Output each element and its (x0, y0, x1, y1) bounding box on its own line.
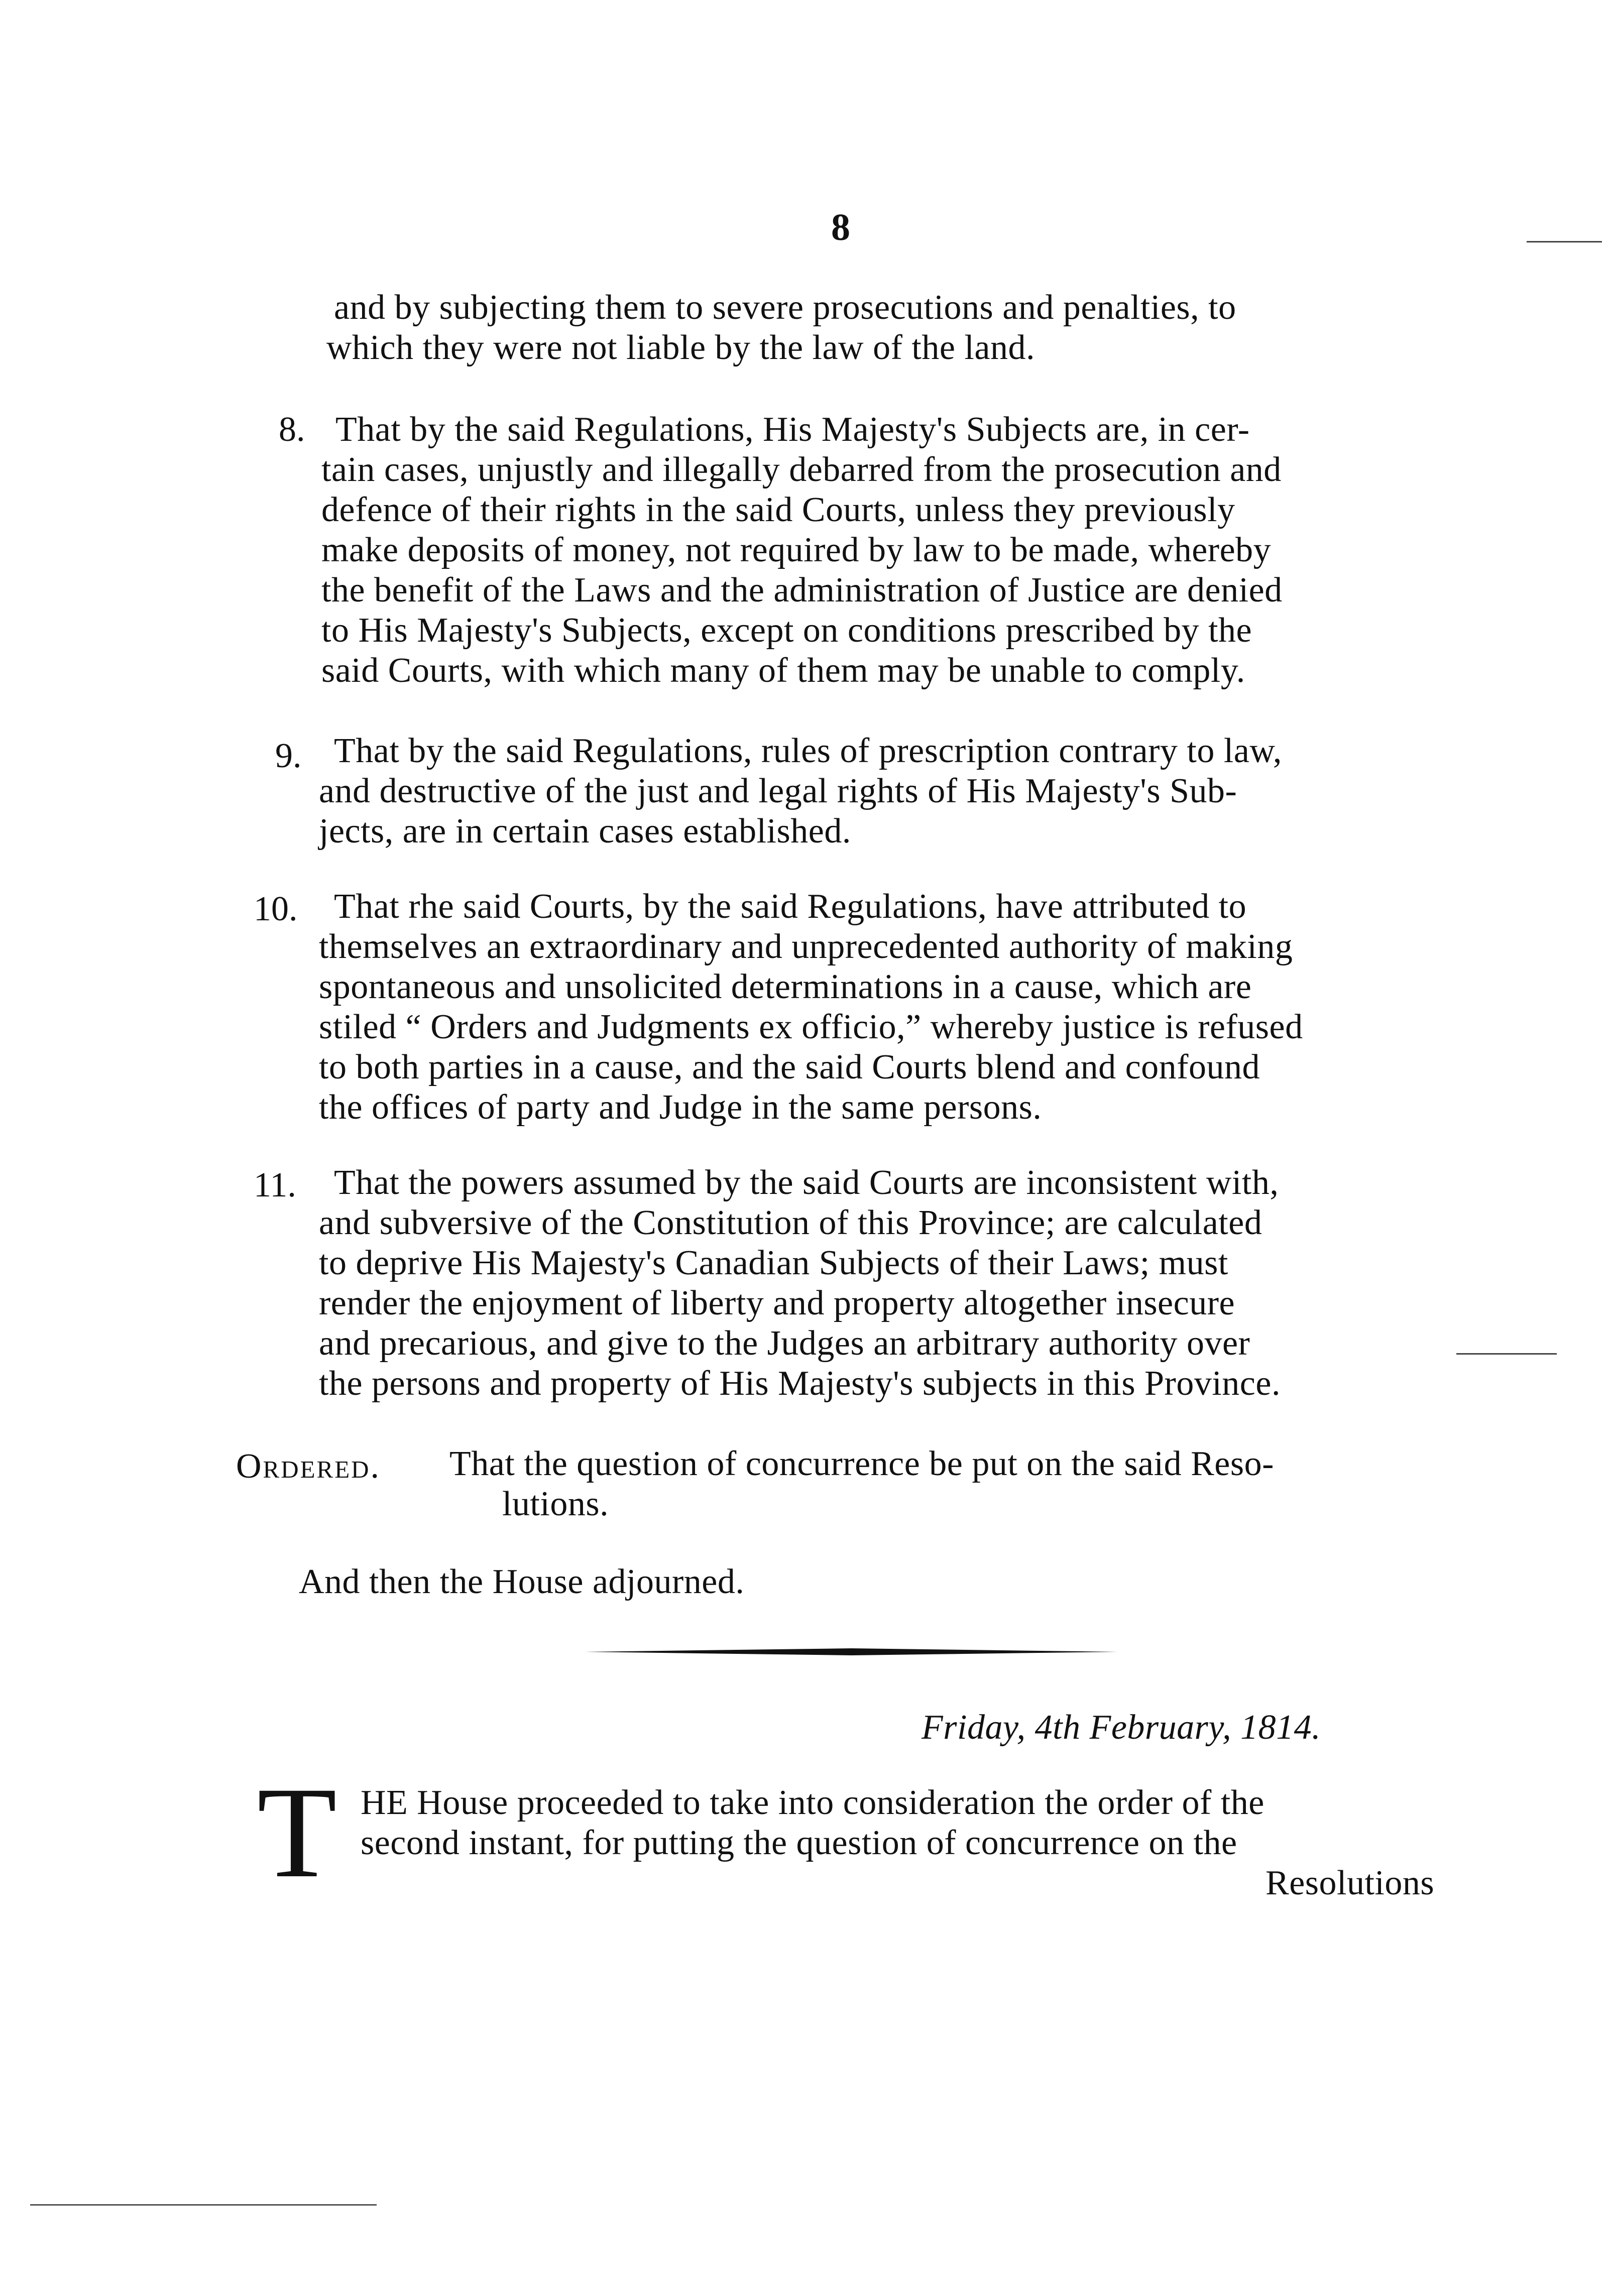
ordered-line-1: That the question of concurrence be put on the said Reso- (449, 1444, 1274, 1483)
item-9-number: 9. (275, 737, 302, 775)
item-9-line-2: and destructive of the just and legal rights of His Majesty's Sub- (319, 772, 1237, 810)
item-10-line-2: themselves an extraordinary and unprecedented authority of making (319, 927, 1293, 966)
item-10-number: 10. (254, 890, 298, 928)
ordered-line-2: lutions. (502, 1485, 609, 1523)
item-11-line-5: and precarious, and give to the Judges an arbitrary authority over (319, 1324, 1250, 1363)
dateline: Friday, 4th February, 1814. (922, 1708, 1321, 1747)
item-10-line-6: the offices of party and Judge in the same persons. (319, 1088, 1042, 1127)
final-line-2: second instant, for putting the question of concurrence on the (361, 1824, 1237, 1862)
item-9-line-1: That by the said Regulations, rules of prescription contrary to law, (334, 732, 1282, 770)
item-9-line-3: jects, are in certain cases established. (319, 812, 851, 851)
item-8-line-4: make deposits of money, not required by law to be made, whereby (321, 531, 1272, 569)
item-8-line-1: That by the said Regulations, His Majesty's Subjects are, in cer- (335, 410, 1250, 449)
item-8-line-5: the benefit of the Laws and the administration of Justice are denied (321, 571, 1283, 610)
intro-line-1: and by subjecting them to severe prosecutions and penalties, to (334, 288, 1236, 327)
item-8-number: 8. (279, 410, 305, 449)
item-8-line-7: said Courts, with which many of them may be unable to comply. (321, 651, 1245, 690)
final-line-1: HE House proceeded to take into consideration the order of the (361, 1783, 1264, 1822)
item-8-line-6: to His Majesty's Subjects, except on conditions prescribed by the (321, 611, 1252, 650)
item-8-line-3: defence of their rights in the said Courts, unless they previously (321, 491, 1235, 529)
final-line-3: Resolutions (1265, 1864, 1435, 1902)
ordered-label: Ordered. (236, 1447, 381, 1486)
item-10-line-4: stiled “ Orders and Judgments ex officio,” whereby justice is refused (319, 1008, 1303, 1046)
item-10-line-1: That rhe said Courts, by the said Regulations, have attributed to (334, 887, 1247, 926)
item-10-line-3: spontaneous and unsolicited determinations in a cause, which are (319, 968, 1252, 1006)
item-11-line-6: the persons and property of His Majesty's subjects in this Province. (319, 1364, 1281, 1403)
scan-artifact-line (30, 2204, 377, 2206)
item-11-line-2: and subversive of the Constitution of this Province; are calculated (319, 1203, 1262, 1242)
adjourned-line: And then the House adjourned. (299, 1562, 745, 1601)
item-11-line-4: render the enjoyment of liberty and property altogether insecure (319, 1284, 1235, 1322)
scan-artifact-line (1456, 1353, 1557, 1355)
page-number: 8 (831, 206, 850, 249)
scan-artifact-line (1527, 241, 1602, 243)
item-11-line-3: to deprive His Majesty's Canadian Subjects of their Laws; must (319, 1244, 1228, 1282)
drop-cap: T (257, 1760, 337, 1905)
item-10-line-5: to both parties in a cause, and the said Courts blend and confound (319, 1048, 1260, 1086)
intro-line-2: which they were not liable by the law of the land. (326, 328, 1035, 367)
item-8-line-2: tain cases, unjustly and illegally debarred from the prosecution and (321, 450, 1282, 489)
item-11-number: 11. (254, 1166, 296, 1204)
section-divider-rule (585, 1648, 1117, 1655)
item-11-line-1: That the powers assumed by the said Courts are inconsistent with, (334, 1163, 1279, 1202)
